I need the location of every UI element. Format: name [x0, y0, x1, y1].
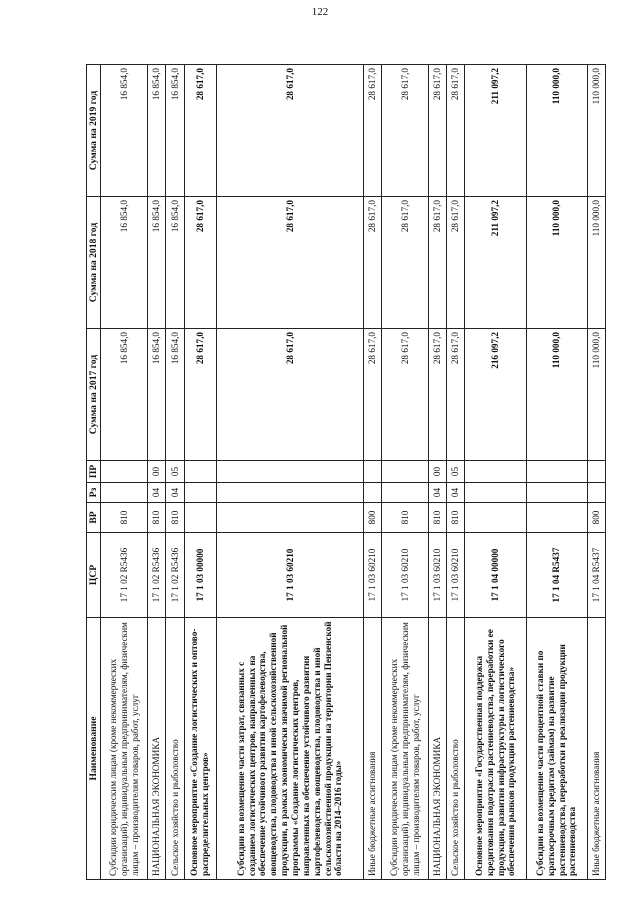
row-sum-2019: 110 000,0	[526, 65, 587, 197]
row-code: 17 1 04 R5437	[587, 533, 605, 618]
row-vr: 800	[587, 503, 605, 533]
row-sum-2018: 28 617,0	[429, 197, 447, 329]
row-pr	[217, 461, 364, 483]
row-pr	[465, 461, 526, 483]
table-body	[101, 65, 606, 880]
row-code: 17 1 03 60210	[363, 533, 381, 618]
row-name: Субсидии юридическим лицам (кроме некоммерческих организаций), индивидуальным предпринимателям, физическим лицам – производителям товаров, работ, услуг	[101, 618, 148, 880]
table-row	[526, 65, 587, 880]
row-code: 17 1 03 00000	[184, 533, 217, 618]
row-pr: 00	[429, 461, 447, 483]
row-sum-2017: 28 617,0	[217, 329, 364, 461]
row-sum-2019: 16 854,0	[101, 65, 148, 197]
row-sum-2018: 28 617,0	[363, 197, 381, 329]
row-pr	[101, 461, 148, 483]
row-sum-2019: 211 097,2	[465, 65, 526, 197]
row-pr	[526, 461, 587, 483]
row-sum-2018: 28 617,0	[382, 197, 429, 329]
row-sum-2017: 28 617,0	[447, 329, 465, 461]
header-sum-2019: Сумма на 2019 год	[87, 65, 101, 197]
row-sum-2017: 110 000,0	[526, 329, 587, 461]
row-vr	[217, 503, 364, 533]
table-row	[101, 65, 148, 880]
row-sum-2019: 110 000,0	[587, 65, 605, 197]
row-rz	[587, 483, 605, 503]
row-code: 17 1 04 R5437	[526, 533, 587, 618]
row-sum-2019: 16 854,0	[166, 65, 184, 197]
header-vr: ВР	[87, 503, 101, 533]
row-name: Основное мероприятие «Создание логистических и оптово-распределительных центров»	[184, 618, 217, 880]
row-name: НАЦИОНАЛЬНАЯ ЭКОНОМИКА	[429, 618, 447, 880]
row-rz: 04	[148, 483, 166, 503]
row-rz	[184, 483, 217, 503]
row-sum-2017: 16 854,0	[166, 329, 184, 461]
rotated-table-container	[86, 65, 606, 880]
row-name: Субсидии на возмещение части процентной ставки по краткосрочным кредитам (займам) на развитие растениеводства, переработки и реализации продукции растениеводства	[526, 618, 587, 880]
row-name: Сельское хозяйство и рыболовство	[447, 618, 465, 880]
row-vr: 810	[148, 503, 166, 533]
row-sum-2018: 16 854,0	[101, 197, 148, 329]
row-rz	[101, 483, 148, 503]
row-pr	[184, 461, 217, 483]
page-number: 122	[311, 6, 329, 18]
row-rz	[382, 483, 429, 503]
row-sum-2019: 28 617,0	[447, 65, 465, 197]
header-sum-2017: Сумма на 2017 год	[87, 329, 101, 461]
row-code: 17 1 03 60210	[429, 533, 447, 618]
budget-table	[86, 64, 606, 880]
row-rz: 04	[429, 483, 447, 503]
table-row	[382, 65, 429, 880]
row-sum-2017: 16 854,0	[101, 329, 148, 461]
row-rz: 04	[166, 483, 184, 503]
row-name: Иные бюджетные ассигнования	[363, 618, 381, 880]
row-code: 17 1 03 60210	[382, 533, 429, 618]
row-vr	[526, 503, 587, 533]
table-row	[184, 65, 217, 880]
row-vr	[184, 503, 217, 533]
table-row	[587, 65, 605, 880]
row-code: 17 1 03 60210	[217, 533, 364, 618]
row-vr: 810	[447, 503, 465, 533]
row-sum-2018: 16 854,0	[166, 197, 184, 329]
row-pr	[382, 461, 429, 483]
row-sum-2017: 28 617,0	[184, 329, 217, 461]
row-vr: 800	[363, 503, 381, 533]
row-sum-2019: 16 854,0	[148, 65, 166, 197]
row-code: 17 1 02 R5436	[166, 533, 184, 618]
row-vr: 810	[382, 503, 429, 533]
row-sum-2017: 16 854,0	[148, 329, 166, 461]
row-sum-2018: 28 617,0	[447, 197, 465, 329]
row-pr	[587, 461, 605, 483]
row-name: Субсидии на возмещение части затрат, связанных с созданием логистических центров, направленных на обеспечение устойчивого развития картофелеводства, овощеводства, плодоводства и иной сельскохозяйственной продукции, в рамках экономически значимой региональной программы «Создание логистических центров, направленных на обеспечение устойчивого развития картофелеводства, овощеводства, плодоводства и иной сельскохозяйственной продукции на территории Пензенской области на 2014–2016 годы»	[217, 618, 364, 880]
header-name: Наименование	[87, 618, 101, 880]
header-code: ЦСР	[87, 533, 101, 618]
row-name: Сельское хозяйство и рыболовство	[166, 618, 184, 880]
row-sum-2019: 28 617,0	[429, 65, 447, 197]
table-row	[166, 65, 184, 880]
row-sum-2018: 110 000,0	[587, 197, 605, 329]
table-row	[363, 65, 381, 880]
row-code: 17 1 03 60210	[447, 533, 465, 618]
table-row	[447, 65, 465, 880]
row-rz	[363, 483, 381, 503]
row-code: 17 1 02 R5436	[101, 533, 148, 618]
row-code: 17 1 02 R5436	[148, 533, 166, 618]
row-name: НАЦИОНАЛЬНАЯ ЭКОНОМИКА	[148, 618, 166, 880]
row-sum-2019: 28 617,0	[184, 65, 217, 197]
row-vr: 810	[101, 503, 148, 533]
row-sum-2017: 110 000,0	[587, 329, 605, 461]
rotated-page	[86, 65, 606, 880]
row-sum-2018: 28 617,0	[217, 197, 364, 329]
row-sum-2019: 28 617,0	[363, 65, 381, 197]
row-sum-2019: 28 617,0	[217, 65, 364, 197]
row-sum-2017: 28 617,0	[429, 329, 447, 461]
row-sum-2017: 216 097,2	[465, 329, 526, 461]
row-sum-2019: 28 617,0	[382, 65, 429, 197]
row-vr	[465, 503, 526, 533]
table-header-row	[87, 65, 101, 880]
row-pr: 05	[447, 461, 465, 483]
table-row	[465, 65, 526, 880]
row-code: 17 1 04 00000	[465, 533, 526, 618]
header-sum-2018: Сумма на 2018 год	[87, 197, 101, 329]
header-pr: ПР	[87, 461, 101, 483]
table-row	[148, 65, 166, 880]
row-pr: 05	[166, 461, 184, 483]
row-rz: 04	[447, 483, 465, 503]
table-row	[429, 65, 447, 880]
row-sum-2017: 28 617,0	[382, 329, 429, 461]
row-name: Субсидии юридическим лицам (кроме некоммерческих организаций), индивидуальным предпринимателям, физическим лицам – производителям товаров, работ, услуг	[382, 618, 429, 880]
row-sum-2018: 16 854,0	[148, 197, 166, 329]
row-pr	[363, 461, 381, 483]
row-vr: 810	[166, 503, 184, 533]
row-sum-2017: 28 617,0	[363, 329, 381, 461]
row-pr: 00	[148, 461, 166, 483]
row-rz	[526, 483, 587, 503]
row-sum-2018: 211 097,2	[465, 197, 526, 329]
row-name: Основное мероприятие «Государственная поддержка кредитования подотрасли растениеводства, переработки ее продукции, развития инфраструктуры и логистического обеспечения рынков продукции растениеводства»	[465, 618, 526, 880]
row-name: Иные бюджетные ассигнования	[587, 618, 605, 880]
row-sum-2018: 28 617,0	[184, 197, 217, 329]
row-rz	[465, 483, 526, 503]
row-sum-2018: 110 000,0	[526, 197, 587, 329]
table-row	[217, 65, 364, 880]
row-rz	[217, 483, 364, 503]
row-vr: 810	[429, 503, 447, 533]
header-rz: Рз	[87, 483, 101, 503]
